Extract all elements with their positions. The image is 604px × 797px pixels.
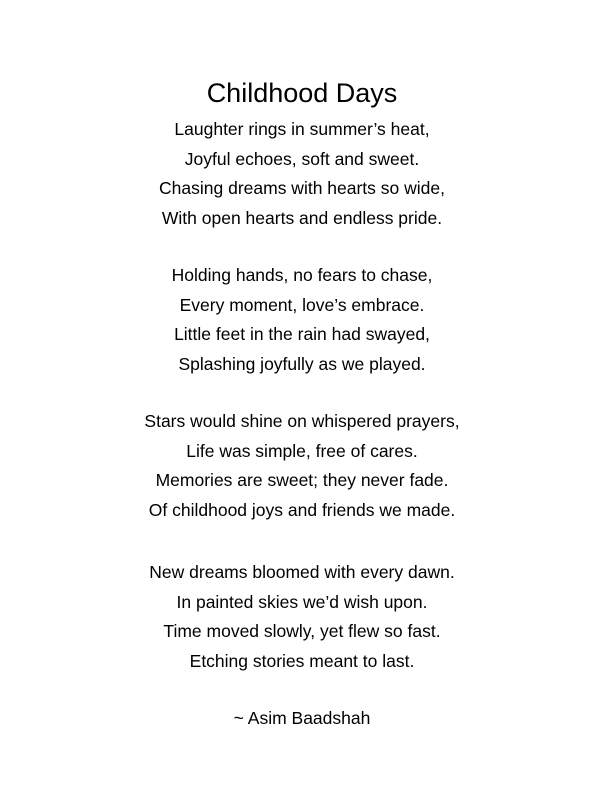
poem-line: Stars would shine on whispered prayers, [144,411,460,431]
poem-line: In painted skies we’d wish upon. [176,591,428,612]
poem-line: Etching stories meant to last. [189,650,415,671]
poem-line: Joyful echoes, soft and sweet. [184,148,420,169]
poem-author: ~ Asim Baadshah [233,708,371,728]
poem-line: Every moment, love’s embrace. [179,294,425,315]
poem-line: Of childhood joys and friends we made. [148,499,456,520]
poem-line: New dreams bloomed with every dawn. [149,562,455,582]
poem-line: Memories are sweet; they never fade. [155,470,449,490]
poem-line: Chasing dreams with hearts so wide, [159,178,445,198]
poem-line: Life was simple, free of cares. [186,440,418,461]
stanza-3 [0,407,604,525]
poem-line: Laughter rings in summer’s heat, [174,119,430,139]
stanza-1 [0,115,604,233]
poem-line: Splashing joyfully as we played. [178,353,426,374]
poem-line: Time moved slowly, yet flew so fast. [163,621,441,641]
stanza-4 [0,558,604,676]
stanza-2 [0,261,604,379]
poem-title: Childhood Days [206,78,398,108]
poem-line: With open hearts and endless pride. [161,207,443,228]
poem-line: Little feet in the rain had swayed, [174,324,430,344]
poem-line: Holding hands, no fears to chase, [171,265,433,285]
